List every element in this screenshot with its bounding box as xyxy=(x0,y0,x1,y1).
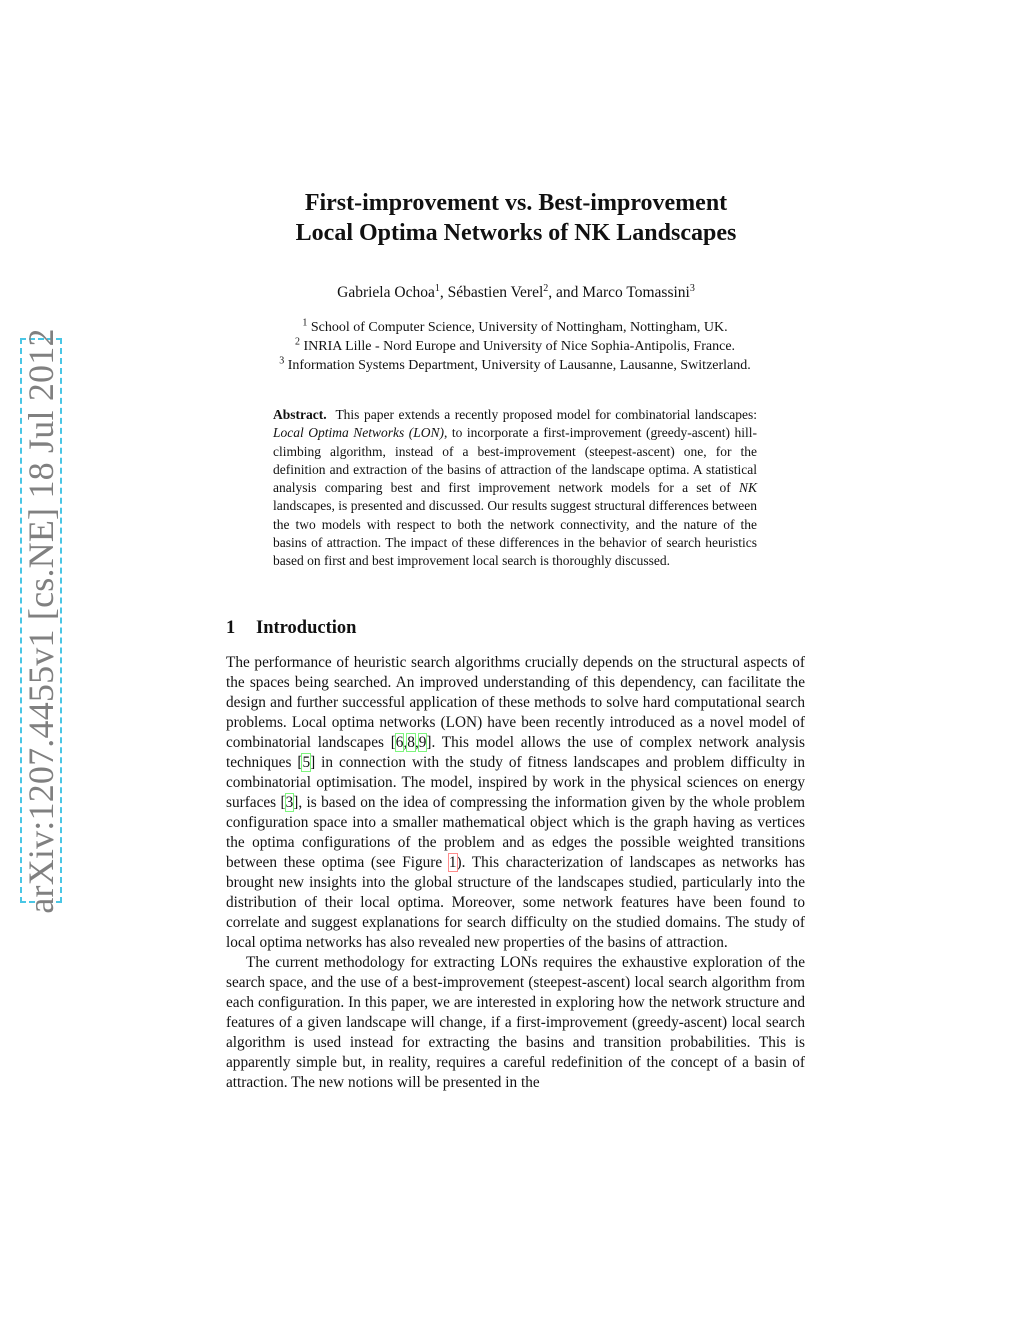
author-list xyxy=(226,283,806,303)
author-ochoa: Gabriela Ochoa xyxy=(337,284,435,301)
affiliation-text: Information Systems Department, University of Lausanne, Lausanne, Switzerland. xyxy=(287,358,751,373)
affiliations xyxy=(200,318,830,375)
author-separator: , and xyxy=(548,284,583,301)
section-number: 1 xyxy=(226,618,236,638)
figure-reference-link[interactable]: 1 xyxy=(448,854,457,871)
abstract-text: , to incorporate a first-improvement (greedy-ascent) hill-climbing algorithm, instead of a best-improvement (steepest-ascent) one, for the definition and extraction of the basins of attraction of the landscape optima. A statistical analysis comparing best and first improvement network models for a set of xyxy=(273,425,757,496)
section-title: Introduction xyxy=(256,618,357,638)
abstract xyxy=(273,406,757,571)
paragraph-text: ]. This model allows the use of complex network analysis techniques [ xyxy=(226,734,805,771)
paragraph-text: ). This characterization of landscapes as networks has brought new insights into the global structure of the landscapes studied, particularly into the distribution of their local optima. Moreover, some network features have been found to correlate and suggest explanations for search difficulty on the studied domains. The study of local optima networks has also revealed new properties of the basins of attraction. xyxy=(226,854,806,951)
author-separator: , xyxy=(439,284,448,301)
abstract-text: landscapes, is presented and discussed. Our results suggest structural differences between the two models with respect to both the network connectivity, and the nature of the basins of attraction. The impact of these differences in the behavior of search heuristics based on first and best improvement local search is thoroughly discussed. xyxy=(273,498,757,569)
author-tomassini-affil: 3 xyxy=(689,282,695,294)
citation-link[interactable]: 5 xyxy=(302,754,311,771)
author-ochoa-affil: 1 xyxy=(434,282,440,294)
affiliation-2 xyxy=(200,337,830,356)
paragraph-1: The performance of heuristic search algorithms crucially depends on the structural aspects of the spaces being searched. An improved understanding of this dependency, can facilitate the design and further successful application of these methods to solve hard computational search problems. Local optima networks (LON) have been recently introduced as a novel model of combinatorial landscapes [6,8,9]. This model allows the use of complex network analysis techniques [5] in connection with the study of fitness landscapes and problem difficulty in combinatorial optimisation. The model, inspired by work in the physical sciences on energy surfaces [3], is based on the idea of compressing the information given by the whole problem configuration space into a smaller mathematical object which is the graph having as vertices the optima configurations of the problem and as edges the possible weighted transitions between these optima (see Figure 1). This characterization of landscapes as networks has brought new insights into the global structure of the landscapes studied, particularly into the distribution of their local optima. Moreover, some network features have been found to correlate and suggest explanations for search difficulty on the studied domains. The study of local optima networks has also revealed new properties of the basins of attraction. xyxy=(226,654,806,951)
section-heading-introduction xyxy=(226,617,356,639)
paper-title xyxy=(226,188,806,248)
abstract-emphasis: Local Optima Networks (LON) xyxy=(273,425,444,441)
affiliation-text: INRIA Lille - Nord Europe and University of Nice Sophia-Antipolis, France. xyxy=(303,339,736,354)
paragraph-2: The current methodology for extracting LONs requires the exhaustive exploration of the search space, and the use of a best-improvement (steepest-ascent) local search algorithm from each configuration. In this paper, we are interested in exploring how the network structure and features of a given landscape will change, if a first-improvement (greedy-ascent) local search algorithm is used instead for extracting the basins and transition probabilities. This is apparently simple but, in reality, requires a careful redefinition of the concept of a basin of attraction. The new notions will be presented in the xyxy=(226,954,805,1091)
introduction-body xyxy=(226,653,805,1093)
author-verel-affil: 2 xyxy=(543,282,549,294)
paragraph-text: The performance of heuristic search algorithms crucially depends on the structural aspects of the spaces being searched. An improved understanding of this dependency, can facilitate the design and further successful application of these methods to solve hard computational search problems. Local optima networks (LON) have been recently introduced as a novel model of combinatorial landscapes [ xyxy=(226,654,805,751)
abstract-label: Abstract. xyxy=(273,407,327,422)
arxiv-side-stamp xyxy=(20,327,62,914)
affiliation-3 xyxy=(200,356,830,375)
title-line-1: First-improvement vs. Best-improvement xyxy=(304,190,728,216)
citation-link[interactable]: 8 xyxy=(407,734,415,751)
affiliation-text: School of Computer Science, University of Nottingham, Nottingham, UK. xyxy=(310,320,728,335)
paragraph-text: ] in connection with the study of fitness landscapes and problem difficulty in combinatorial optimisation. The model, inspired by work in the physical sciences on energy surfaces [ xyxy=(226,754,805,811)
author-verel: Sébastien Verel xyxy=(447,284,544,301)
title-line-2: Local Optima Networks of NK Landscapes xyxy=(295,220,737,246)
citation-link[interactable]: 3 xyxy=(285,794,294,811)
affiliation-number: 1 xyxy=(302,317,308,329)
paragraph-text: ], is based on the idea of compressing the information given by the whole problem configuration space into a smaller mathematical object which is the graph having as vertices the optima configurations of the problem and as edges the possible weighted transitions between these optima (see Figure xyxy=(226,794,805,871)
author-tomassini: Marco Tomassini xyxy=(582,284,690,301)
arxiv-identifier: arXiv:1207.4455v1 [cs.NE] 18 Jul 2012 xyxy=(21,327,61,914)
citation-link[interactable]: 9 xyxy=(418,734,427,751)
abstract-text: This paper extends a recently proposed model for combinatorial landscapes: xyxy=(335,407,757,422)
affiliation-number: 3 xyxy=(279,355,285,367)
affiliation-number: 2 xyxy=(294,336,300,348)
affiliation-1 xyxy=(200,318,830,337)
citation-link[interactable]: 6 xyxy=(395,734,404,751)
abstract-nk-math: NK xyxy=(738,480,757,496)
